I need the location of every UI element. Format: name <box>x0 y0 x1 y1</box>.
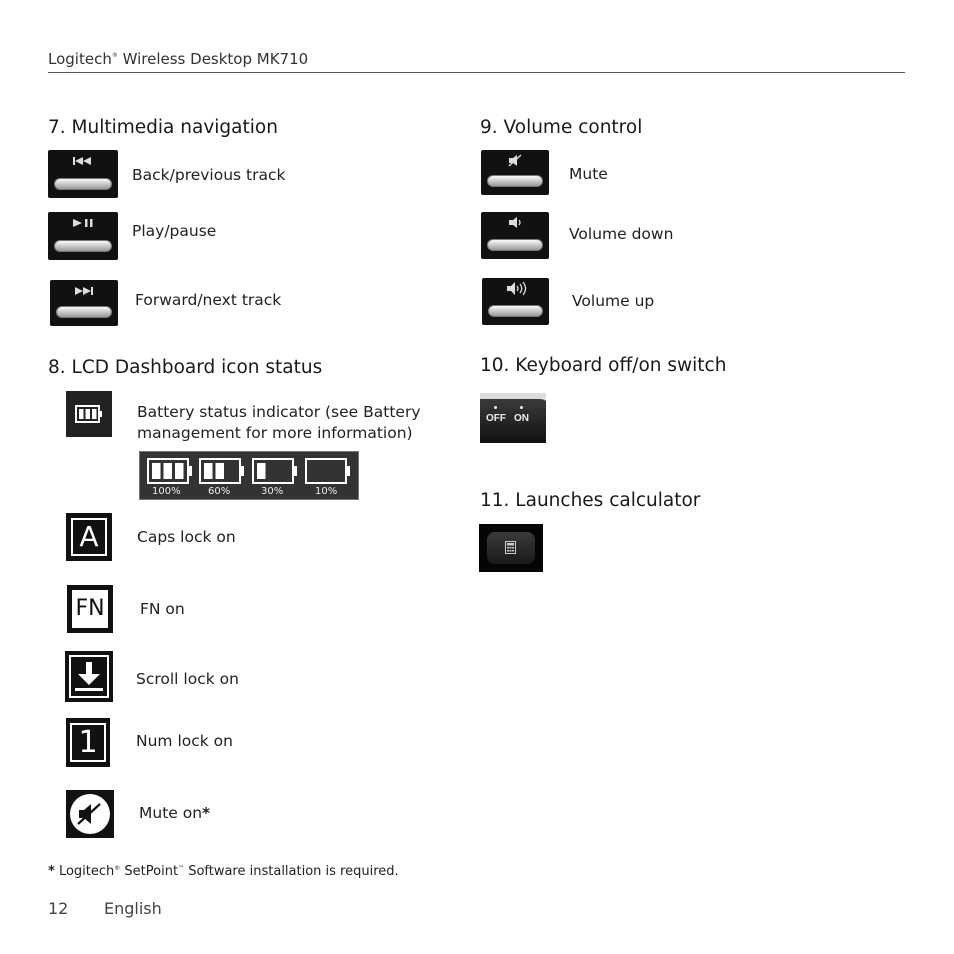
next-track-icon <box>74 286 94 296</box>
fn-icon: FN <box>72 590 108 628</box>
volume-down-icon <box>507 216 523 229</box>
switch-off-label: OFF <box>486 413 506 424</box>
battery-level-icon <box>200 459 244 483</box>
scroll-lock-icon <box>69 655 109 698</box>
caps-lock-icon: A <box>71 518 107 556</box>
volume-down-key <box>481 212 549 259</box>
volume-down-label: Volume down <box>569 225 674 243</box>
section-title-switch: 10. Keyboard off/on switch <box>480 355 727 376</box>
battery-cell <box>164 463 173 479</box>
page-number: 12 <box>48 899 69 918</box>
battery-level-strip <box>139 451 359 500</box>
footnote-tm: ™ <box>178 865 185 872</box>
mute-label: Mute <box>569 165 608 183</box>
section-title-lcd: 8. LCD Dashboard icon status <box>48 357 323 378</box>
mute-key <box>481 150 549 195</box>
footnote-software: SetPoint <box>124 864 179 879</box>
battery-lcd-icon <box>66 391 112 437</box>
mute-on-label <box>139 804 210 822</box>
battery-level-icon <box>253 459 297 483</box>
mute-on-asterisk: * <box>202 804 211 822</box>
battery-cell <box>216 463 225 479</box>
calculator-icon <box>505 541 516 554</box>
speaker-mute-icon <box>507 154 523 167</box>
footnote-reg: ® <box>114 865 121 872</box>
header-rule <box>48 72 905 73</box>
next-track-key <box>50 280 118 326</box>
fn-lcd-icon <box>67 585 113 633</box>
battery-level-label: 10% <box>315 486 338 497</box>
calculator-key <box>479 524 543 572</box>
registered-mark: ® <box>111 52 118 59</box>
fn-on-label: FN on <box>140 600 185 618</box>
footnote-brand: Logitech <box>58 864 115 879</box>
mute-lcd-icon <box>66 790 114 838</box>
next-track-label: Forward/next track <box>135 291 282 309</box>
play-pause-label: Play/pause <box>132 222 217 240</box>
previous-track-icon <box>72 156 92 166</box>
battery-label-line2: management for more information) <box>137 424 413 442</box>
battery-level-label: 100% <box>152 486 181 497</box>
battery-level-icon <box>306 459 350 483</box>
battery-cell <box>175 463 184 479</box>
power-switch-image <box>480 393 546 443</box>
battery-status-label <box>137 402 421 444</box>
num-lock-lcd-icon <box>66 718 110 767</box>
scroll-lock-label: Scroll lock on <box>136 670 239 688</box>
switch-on-label: ON <box>514 413 529 424</box>
num-lock-label: Num lock on <box>136 732 233 750</box>
num-lock-icon: 1 <box>70 723 106 762</box>
section-title-multimedia: 7. Multimedia navigation <box>48 117 278 138</box>
volume-up-icon <box>505 281 527 296</box>
mute-on-text: Mute on <box>139 804 203 822</box>
caps-lock-label: Caps lock on <box>137 528 236 546</box>
battery-label-line1: Battery status indicator (see Battery <box>137 403 421 421</box>
battery-level-label: 60% <box>208 486 231 497</box>
header-product: Wireless Desktop MK710 <box>122 50 309 68</box>
footnote <box>48 864 399 879</box>
mute-icon <box>68 792 112 836</box>
volume-up-label: Volume up <box>572 292 655 310</box>
battery-cell <box>257 463 266 479</box>
play-pause-key <box>48 212 118 260</box>
play-pause-icon <box>72 218 94 228</box>
battery-cell <box>152 463 161 479</box>
language-label: English <box>104 899 162 918</box>
section-title-calculator: 11. Launches calculator <box>480 490 701 511</box>
document-header <box>48 50 308 68</box>
section-title-volume: 9. Volume control <box>480 117 643 138</box>
volume-up-key <box>482 278 549 325</box>
header-brand: Logitech <box>48 50 112 68</box>
battery-icon <box>75 405 103 423</box>
back-track-key <box>48 150 118 198</box>
battery-level-label: 30% <box>261 486 284 497</box>
battery-cell <box>204 463 213 479</box>
footnote-asterisk: * <box>48 864 55 879</box>
scroll-lock-lcd-icon <box>65 651 113 702</box>
caps-lock-lcd-icon <box>66 513 112 561</box>
footnote-text: Software installation is required. <box>188 864 399 879</box>
battery-level-icon <box>148 459 192 483</box>
back-track-label: Back/previous track <box>132 166 286 184</box>
